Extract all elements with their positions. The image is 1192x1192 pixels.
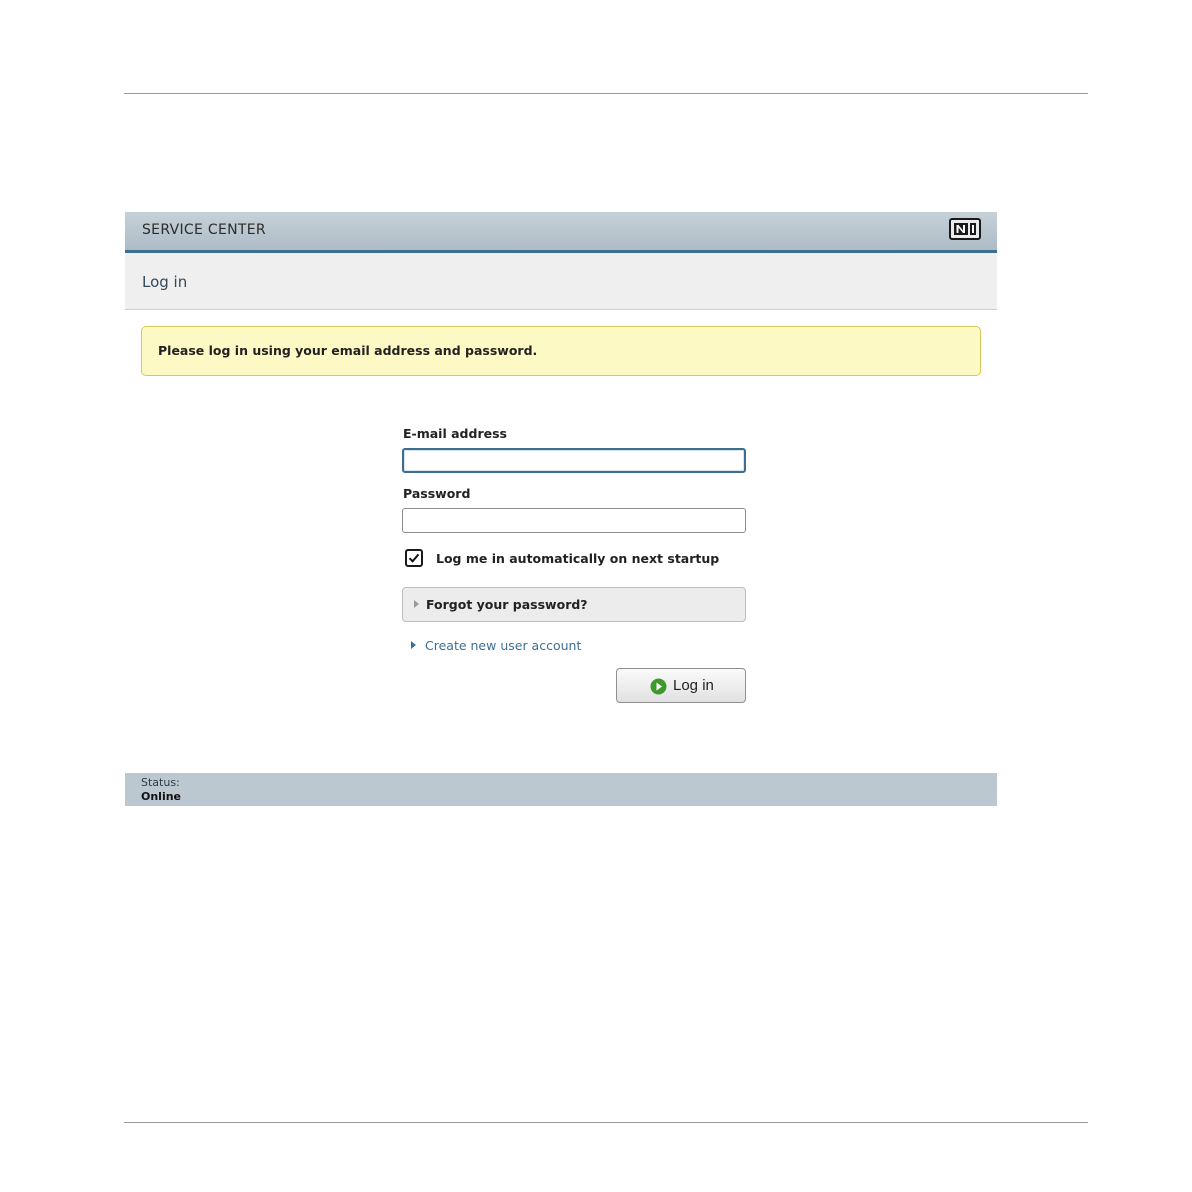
forgot-password-expander[interactable] xyxy=(402,587,746,622)
email-label: E-mail address xyxy=(403,426,507,441)
notice-message: Please log in using your email address and password. xyxy=(158,343,538,358)
status-value: Online xyxy=(141,790,182,803)
status-bar xyxy=(125,773,997,806)
app-title: SERVICE CENTER xyxy=(142,222,266,238)
email-field[interactable] xyxy=(402,448,746,473)
checkmark-icon xyxy=(408,552,420,564)
app-titlebar xyxy=(125,212,997,253)
password-label: Password xyxy=(403,486,471,501)
auto-login-label: Log me in automatically on next startup xyxy=(436,551,720,566)
chevron-right-icon xyxy=(414,600,419,608)
chevron-right-icon xyxy=(411,641,416,649)
status-label: Status: xyxy=(141,776,180,789)
create-account-link[interactable] xyxy=(411,637,711,655)
login-button-label: Log in xyxy=(673,677,714,694)
page-header xyxy=(125,253,997,310)
info-notice xyxy=(141,326,981,376)
page-bottom-rule xyxy=(124,1122,1088,1123)
auto-login-checkbox[interactable] xyxy=(405,549,423,567)
password-field[interactable] xyxy=(402,508,746,533)
native-instruments-logo-icon xyxy=(949,218,981,240)
forgot-password-label: Forgot your password? xyxy=(426,597,588,612)
login-button[interactable] xyxy=(616,668,746,703)
play-circle-icon xyxy=(650,678,667,695)
page-title: Log in xyxy=(142,273,188,291)
create-account-label: Create new user account xyxy=(425,638,582,653)
auto-login-option[interactable] xyxy=(405,549,745,569)
service-center-window xyxy=(125,212,997,806)
page-top-rule xyxy=(124,93,1088,94)
